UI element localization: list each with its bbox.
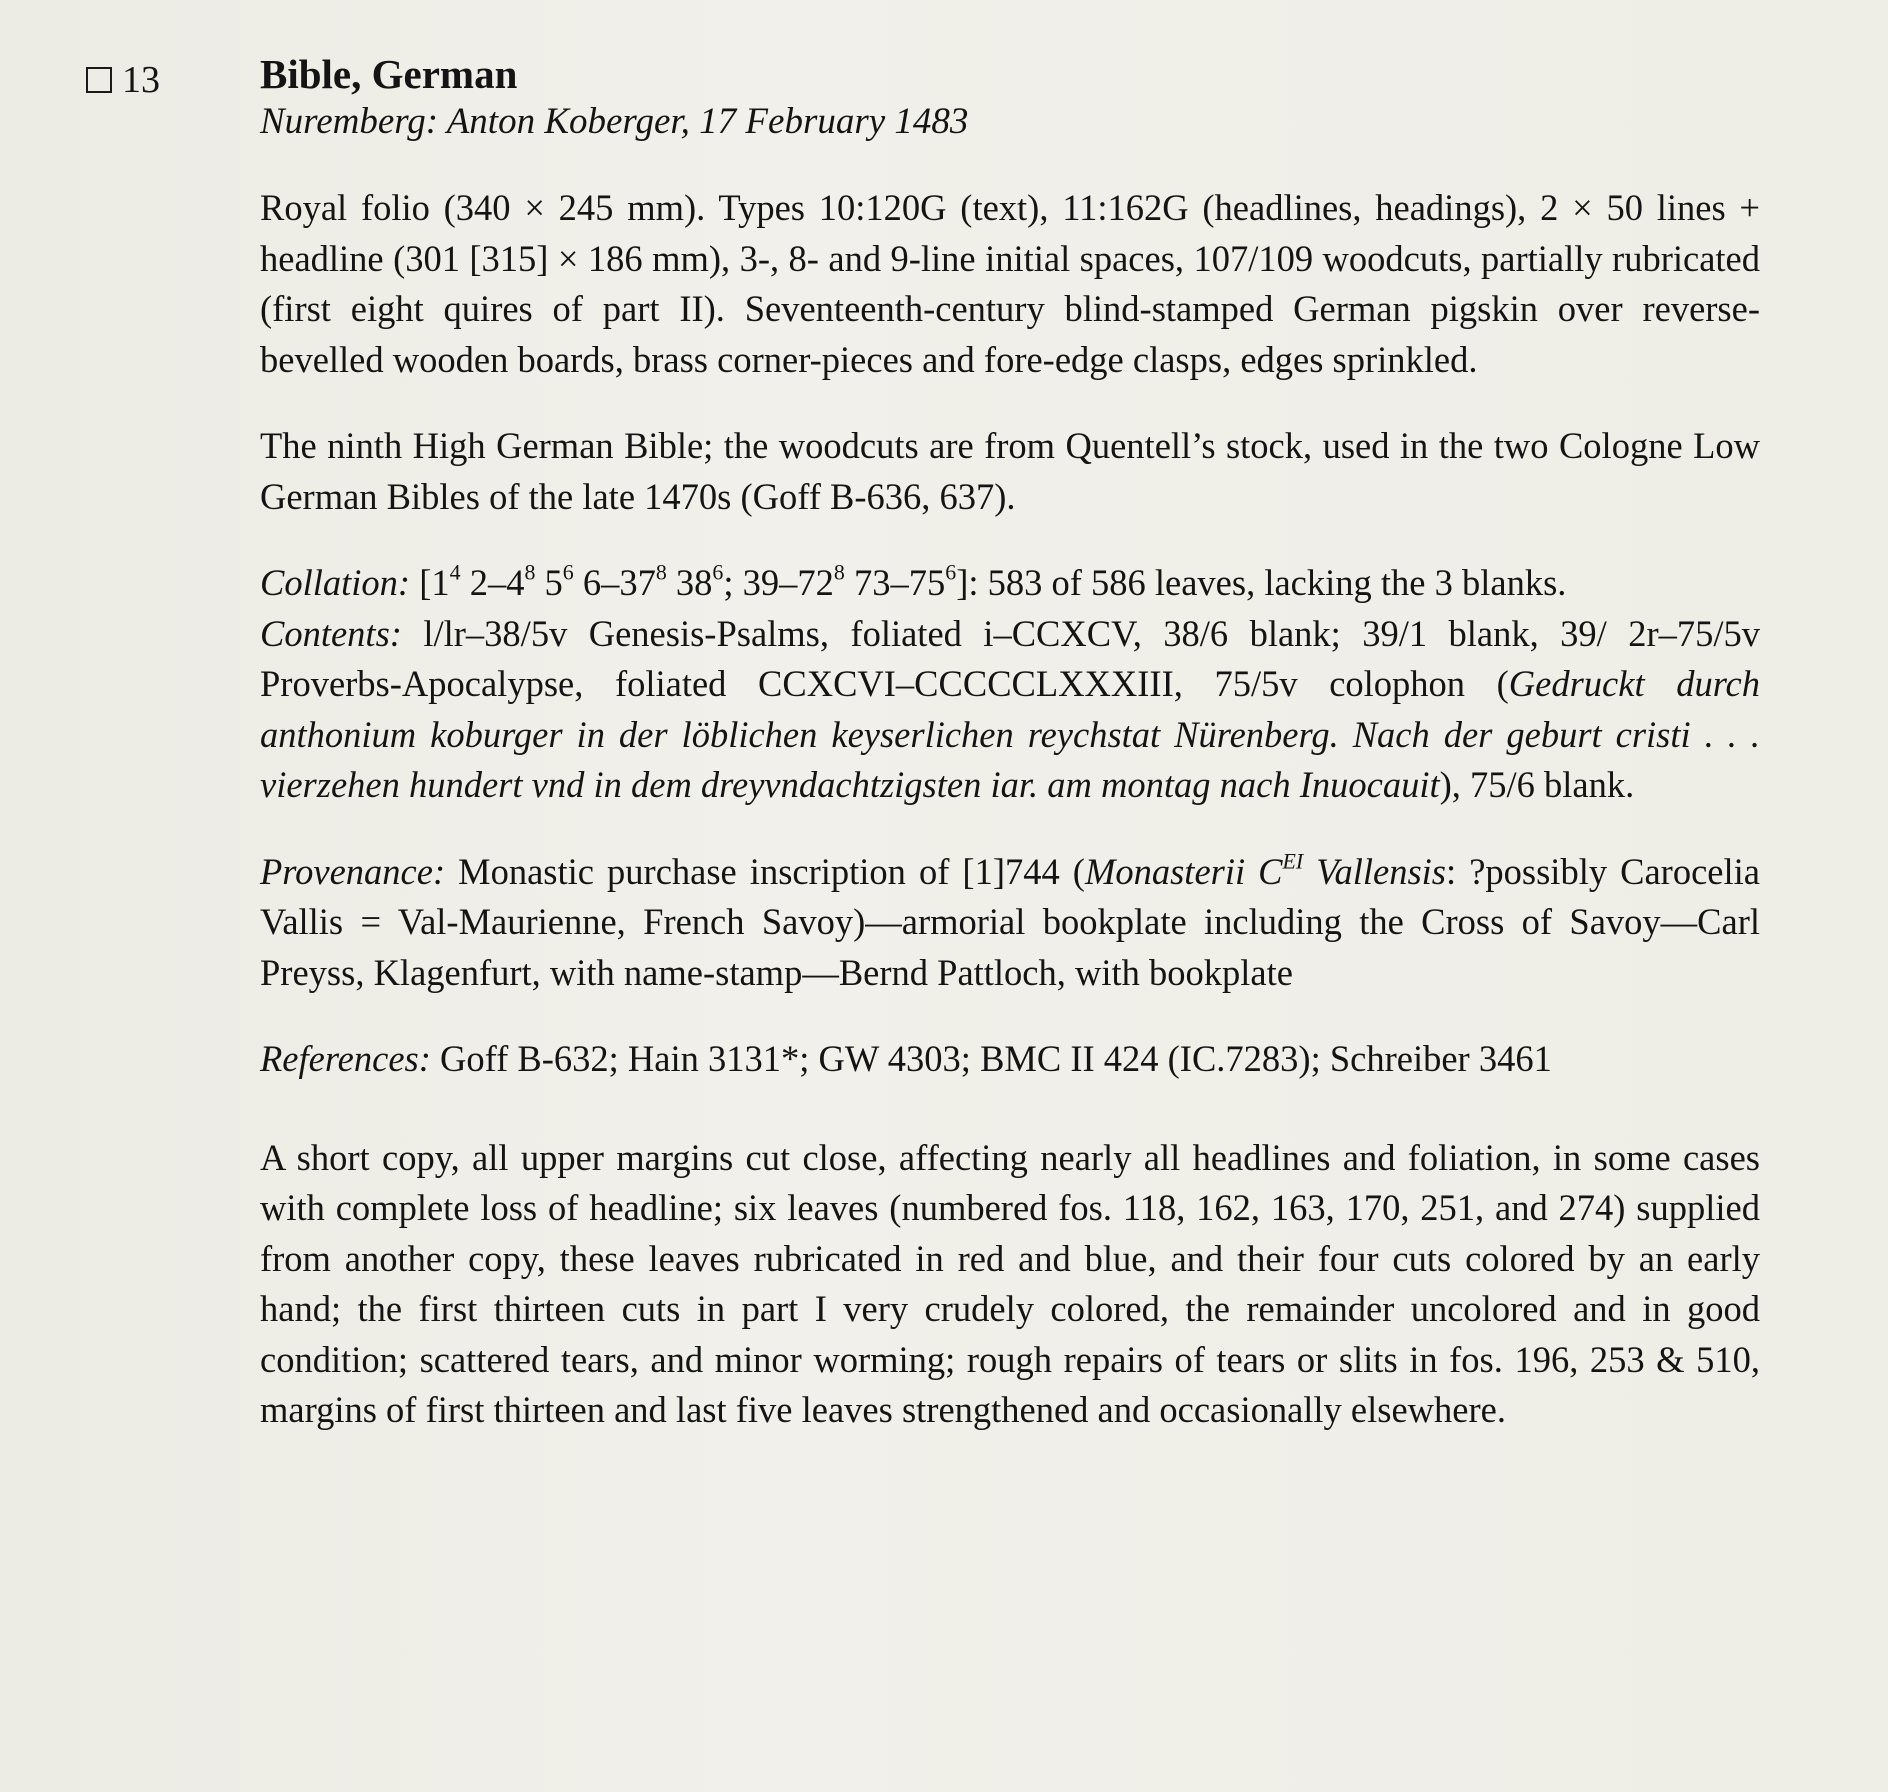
contents-after: ), 75/6 blank. <box>1439 764 1635 806</box>
collation-paragraph <box>260 558 1760 609</box>
checkbox-square-icon <box>86 67 112 93</box>
lot-marker <box>86 58 160 102</box>
provenance-text-2: : ?possibly Carocelia Vallis = Val-Maurienne, French Savoy)—armorial bookplate including the Cross of Savoy—Carl Preyss, Klagenfurt, with name-stamp—Bernd Pattloch, with bookplate <box>260 850 1760 993</box>
inscription-b: Vallensis <box>1303 850 1447 892</box>
edition-note: The ninth High German Bible; the woodcuts are from Quentell’s stock, used in the two Cologne Low German Bibles of the late 1470s (Goff B-636, 637). <box>260 425 1760 517</box>
entry-imprint: Nuremberg: Anton Koberger, 17 February 1483 <box>260 101 969 143</box>
contents-label: Contents: <box>260 612 402 654</box>
provenance-text-1: Monastic purchase inscription of [1]744 ( <box>445 850 1085 892</box>
contents-text: l/lr–38/5v Genesis-Psalms, foliated i–CCXCV, 38/6 blank; 39/1 blank, 39/ 2r–75/5v Proverbs-Apocalypse, foliated CCXCVI–CCCCCLXXXIII, 75/5v colophon ( <box>260 612 1760 705</box>
collation-label: Collation: <box>260 562 411 604</box>
entry-content <box>260 50 1760 1436</box>
references-paragraph <box>260 1034 1760 1085</box>
collation-formula: [$1^4$ $2-4^8$ $5^6$ $6-37^8$ $38^6$; $39-72^8$ $73-75^6$]: 583 of 586 leaves, lacking the 3 blanks. <box>419 560 1567 604</box>
contents-paragraph <box>260 609 1760 811</box>
inscription-a: Monasterii C <box>1084 850 1283 892</box>
references-text: Goff B-632; Hain 3131*; GW 4303; BMC II 424 (IC.7283); Schreiber 3461 <box>430 1038 1552 1080</box>
references-label: References: <box>260 1038 431 1080</box>
inscription-sup: EI <box>1282 848 1304 874</box>
provenance-paragraph <box>260 847 1760 999</box>
colophon-text: Gedruckt durch anthonium koburger in der löblichen keyserlichen reychstat Nürenberg. Nach der geburt cristi . . . vierzehen hundert vnd in dem dreyvndachtzigsten iar. am montag nach Inuocauit <box>260 663 1760 806</box>
physical-description: Royal folio (340 × 245 mm). Types 10:120G (text), 11:162G (headlines, headings), 2 × 50 lines + headline (301 [315] × 186 mm), 3-, 8- and 9-line initial spaces, 107/109 woodcuts, partially rubricated (first eight quires of part II). Seventeenth-century blind-stamped German pigskin over reverse-bevelled wooden boards, brass corner-pieces and fore-edge clasps, edges sprinkled. <box>260 187 1760 380</box>
condition-paragraph: A short copy, all upper margins cut close, affecting nearly all headlines and foliation, in some cases with complete loss of headline; six leaves (numbered fos. 118, 162, 163, 170, 251, and 274) supplied from another copy, these leaves rubricated in red and blue, and their four cuts colored by an early hand; the first thirteen cuts in part I very crudely colored, the remainder uncolored and in good condition; scattered tears, and minor worming; rough repairs of tears or slits in fos. 196, 253 & 510, margins of first thirteen and last five leaves strengthened and occasionally elsewhere. <box>260 1136 1760 1431</box>
entry-title: Bible, German <box>260 51 518 97</box>
provenance-label: Provenance: <box>260 850 446 892</box>
lot-number: 13 <box>122 59 160 101</box>
